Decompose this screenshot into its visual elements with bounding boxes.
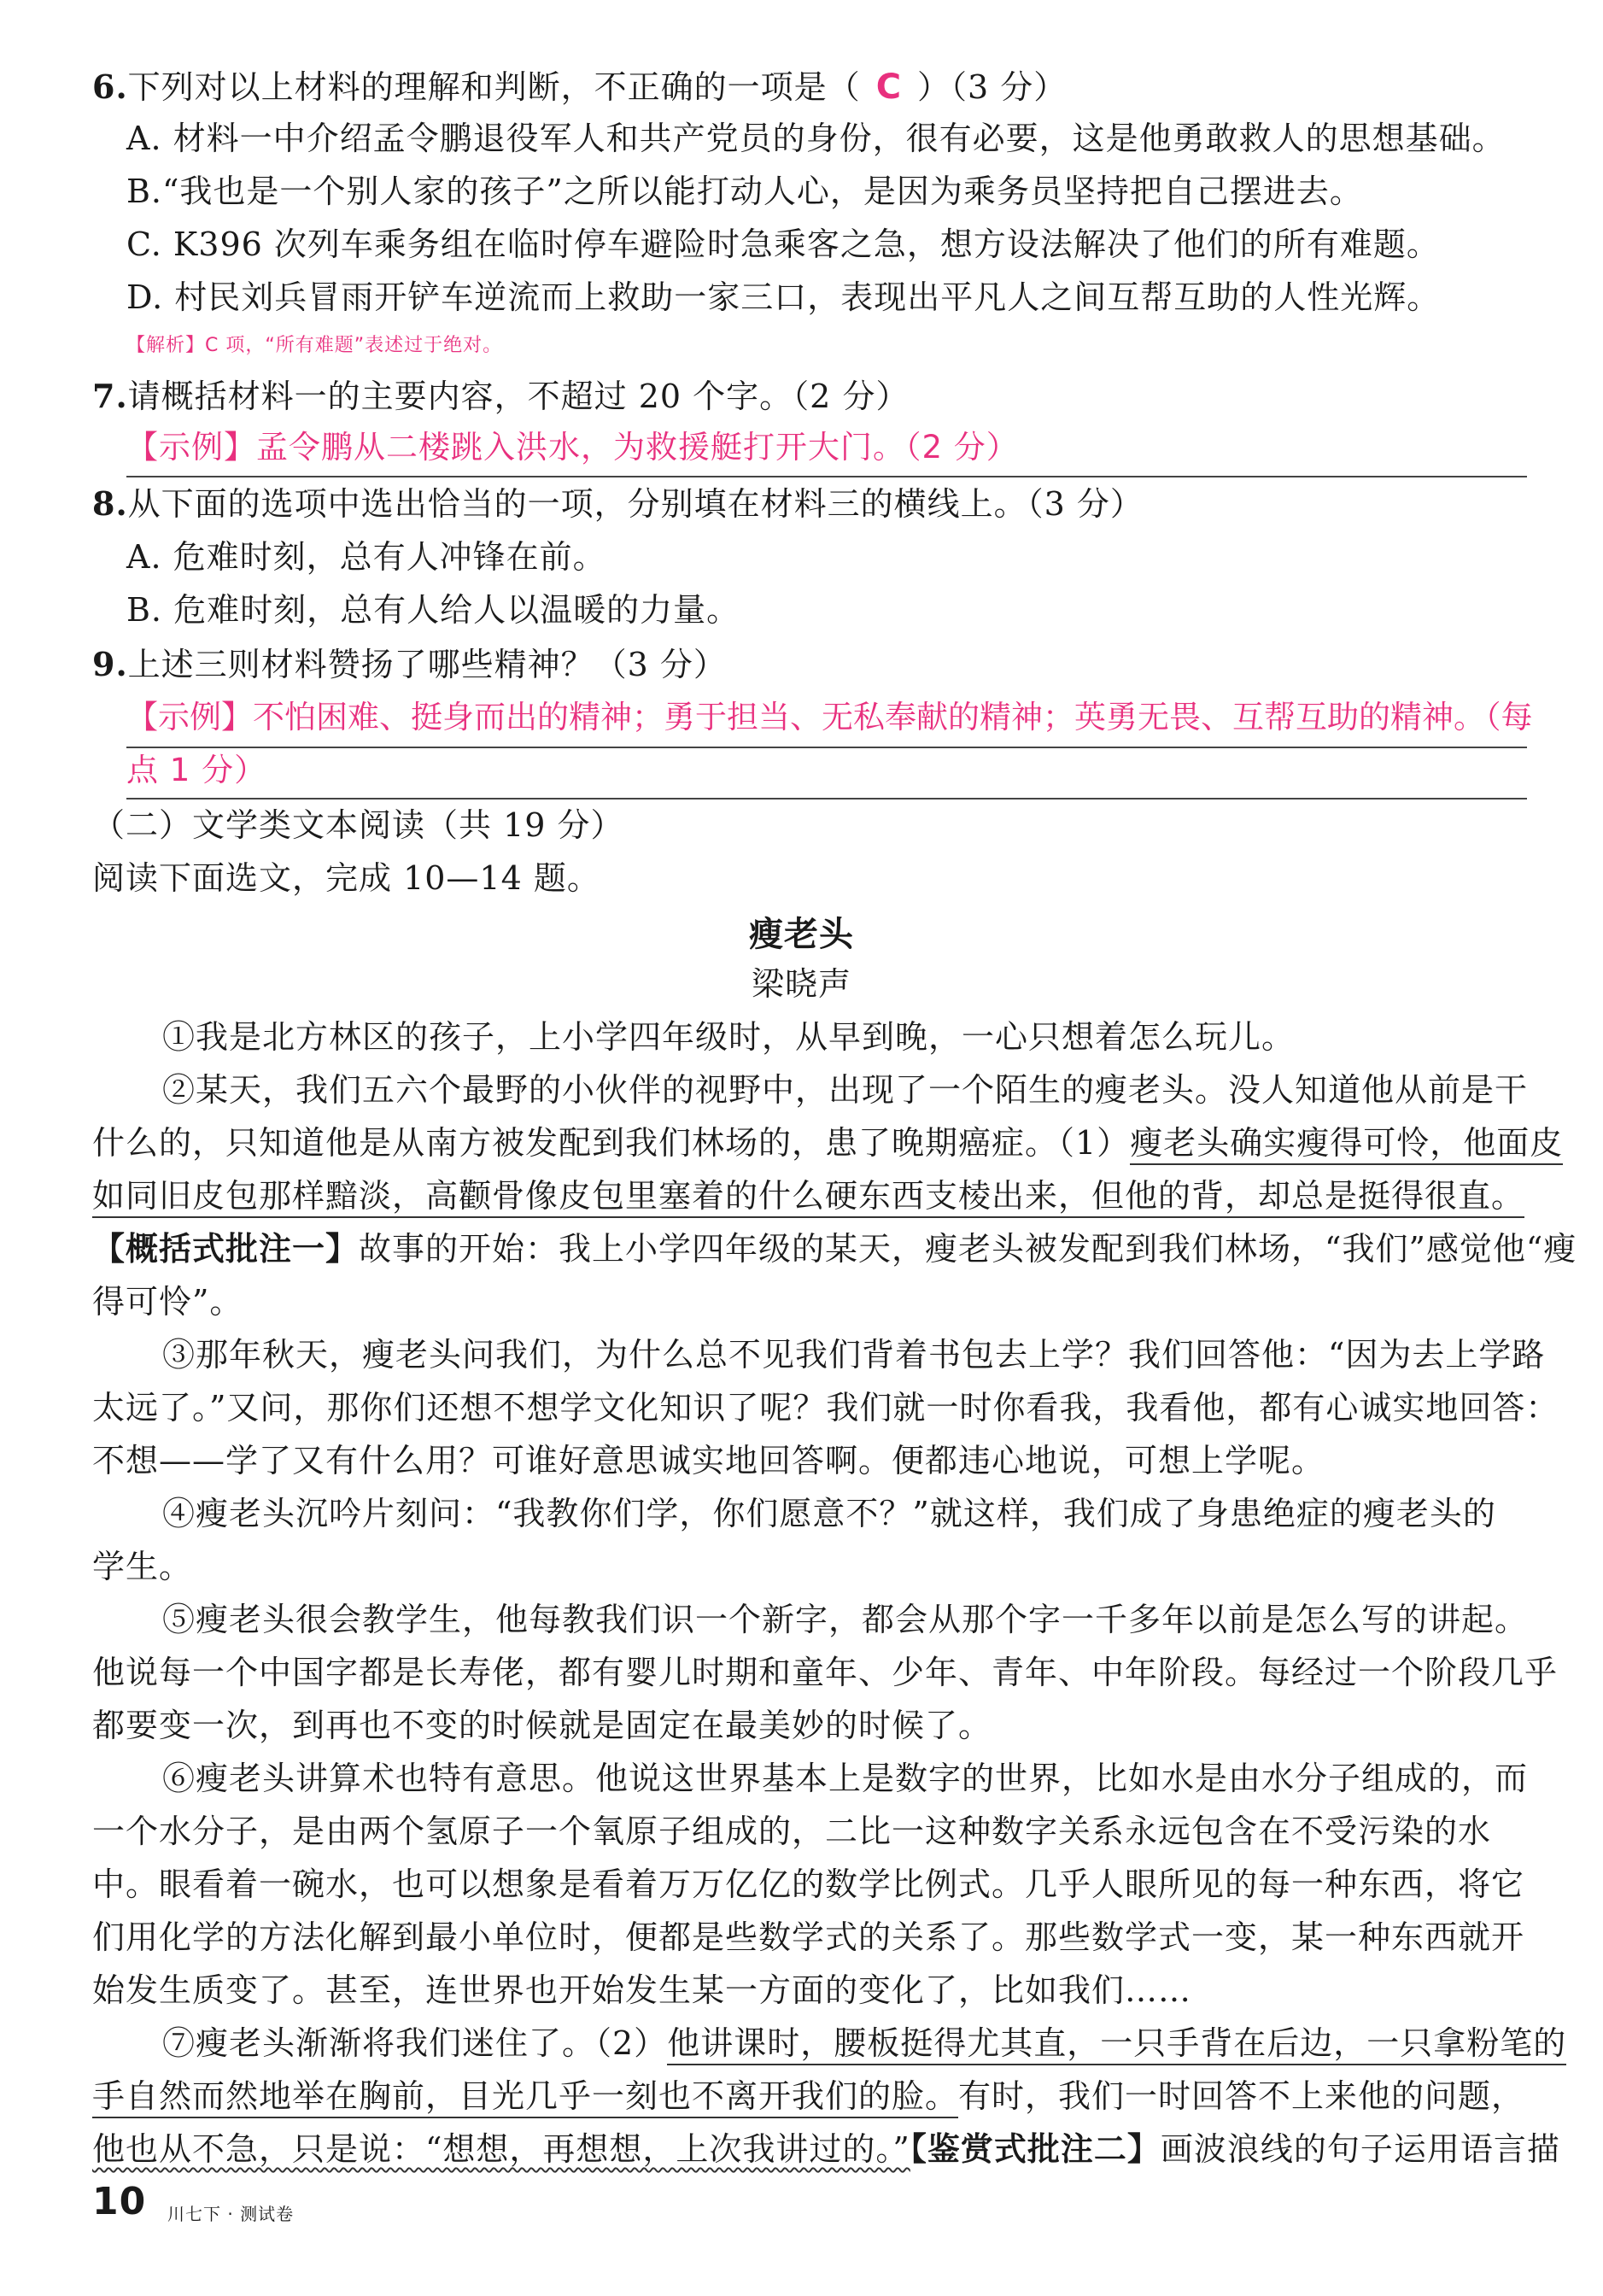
q6-option-a: A. 材料一中介绍孟令鹏退役军人和共产党员的身份，很有必要，这是他勇敢救人的思想基础。 <box>126 120 1506 157</box>
footer-book-label: 川七下 · 测试卷 <box>167 2204 295 2224</box>
paragraph-3-line1: ③那年秋天，瘦老头问我们，为什么总不见我们背着书包去上学？我们回答他：“因为去上学路 <box>162 1336 1546 1374</box>
q6-analysis: 【解析】C 项，“所有难题”表述过于绝对。 <box>126 335 503 356</box>
paragraph-4-line1: ④瘦老头沉吟片刻问：“我教你们学，你们愿意不？”就这样，我们成了身患绝症的瘦老头的 <box>162 1495 1496 1532</box>
annotation-1-label: 【概括式批注一】 <box>92 1230 360 1268</box>
section-instruction: 阅读下面选文，完成 10—14 题。 <box>92 859 600 897</box>
paragraph-5-line1: ⑤瘦老头很会教学生，他每教我们识一个新字，都会从那个字一千多年以前是怎么写的讲起。 <box>162 1601 1529 1638</box>
paragraph-6-line4: 们用化学的方法化解到最小单位时，便都是些数学式的关系了。那些数学式一变，某一种东西就开 <box>92 1918 1525 1956</box>
q8-number: 8. <box>92 484 128 523</box>
q6-answer: C <box>875 67 903 107</box>
paragraph-6-line1: ⑥瘦老头讲算术也特有意思。他说这世界基本上是数字的世界，比如水是由水分子组成的，而 <box>162 1760 1529 1797</box>
paragraph-6-line3: 中。眼看着一碗水，也可以想象是看着万万亿亿的数学比例式。几乎人眼所见的每一种东西，将它 <box>92 1866 1525 1903</box>
q6-stem <box>92 67 1067 108</box>
q6-option-c: C. K396 次列车乘务组在临时停车避险时急乘客之急，想方设法解决了他们的所有难题。 <box>126 226 1440 263</box>
annotation-2-text: 画波浪线的句子运用语言描 <box>1160 2130 1560 2168</box>
paragraph-5-line3: 都要变一次，到再也不变的时候就是固定在最美妙的时候了。 <box>92 1707 992 1744</box>
paragraph-2-line2-plain: 什么的，只知道他是从南方被发配到我们林场的，患了晚期癌症。（1） <box>92 1124 1131 1162</box>
page-number: 10 <box>92 2180 147 2223</box>
paragraph-2-line3 <box>92 1175 1524 1216</box>
paragraph-7-line2-plain: 有时，我们一时回答不上来他的问题， <box>958 2077 1525 2115</box>
paragraph-2-underlined-2: 如同旧皮包那样黯淡，高颧骨像皮包里塞着的什么硬东西支棱出来，但他的背，却总是挺得很直。 <box>92 1177 1524 1218</box>
paragraph-6-line2: 一个水分子，是由两个氢原子一个氧原子组成的，二比一这种数字关系永远包含在不受污染的水 <box>92 1813 1492 1850</box>
paragraph-7-line1-plain: ⑦瘦老头渐渐将我们迷住了。（2） <box>162 2024 668 2062</box>
q9-answer-line2: 点 1 分） <box>126 752 267 788</box>
section-heading: （二）文学类文本阅读（共 19 分） <box>92 806 624 844</box>
q9-number: 9. <box>92 645 128 683</box>
q6-option-b: B.“我也是一个别人家的孩子”之所以能打动人心，是因为乘务员坚持把自己摆进去。 <box>126 173 1363 210</box>
q8-stem-text: 从下面的选项中选出恰当的一项，分别填在材料三的横线上。（3 分） <box>127 485 1144 523</box>
paragraph-7-line3 <box>92 2129 1560 2170</box>
q7-stem-text: 请概括材料一的主要内容，不超过 20 个字。（2 分） <box>127 378 910 415</box>
q8-option-a: A. 危难时刻，总有人冲锋在前。 <box>126 538 606 576</box>
q9-answer-line-2 <box>126 798 1527 800</box>
paragraph-3-line3: 不想——学了又有什么用？可谁好意思诚实地回答啊。便都违心地说，可想上学呢。 <box>92 1442 1325 1479</box>
paragraph-5-line2: 他说每一个中国字都是长寿佬，都有婴儿时期和童年、少年、青年、中年阶段。每经过一个阶段几乎 <box>92 1654 1559 1691</box>
annotation-1-line2: 得可怜”。 <box>92 1283 243 1321</box>
article-author: 梁晓声 <box>751 965 851 1003</box>
q9-answer-line-1 <box>126 747 1527 748</box>
q7-answer-line <box>126 476 1527 477</box>
paragraph-7-underlined-2: 手自然而然地举在胸前，目光几乎一刻也不离开我们的脸。 <box>92 2077 958 2118</box>
annotation-1-line1 <box>92 1228 1577 1269</box>
q6-number: 6. <box>92 67 128 106</box>
q7-answer: 【示例】孟令鹏从二楼跳入洪水，为救援艇打开大门。（2 分） <box>126 429 1019 466</box>
paragraph-2-line1: ②某天，我们五六个最野的小伙伴的视野中，出现了一个陌生的瘦老头。没人知道他从前是干 <box>162 1071 1529 1109</box>
paragraph-7-line1 <box>162 2023 1566 2064</box>
q9-stem-text: 上述三则材料赞扬了哪些精神？（3 分） <box>127 646 727 683</box>
annotation-1-text: 故事的开始：我上小学四年级的某天，瘦老头被发配到我们林场，“我们”感觉他“瘦 <box>359 1230 1577 1268</box>
q7-stem <box>92 376 909 417</box>
paragraph-7-underlined-1: 他讲课时，腰板挺得尤其直，一只手背在后边，一只拿粉笔的 <box>667 2024 1566 2065</box>
q9-stem <box>92 644 727 685</box>
paragraph-6-line5: 始发生质变了。甚至，连世界也开始发生某一方面的变化了，比如我们…… <box>92 1971 1192 2009</box>
paragraph-1: ①我是北方林区的孩子，上小学四年级时，从早到晚，一心只想着怎么玩儿。 <box>162 1018 1296 1056</box>
q9-answer-line1: 【示例】不怕困难、挺身而出的精神；勇于担当、无私奉献的精神；英勇无畏、互帮互助的精神。（每 <box>126 699 1533 735</box>
paragraph-3-line2: 太远了。”又问，那你们还想不想学文化知识了呢？我们就一时你看我，我看他，都有心诚实地回答： <box>92 1389 1559 1426</box>
paragraph-2-line2 <box>92 1122 1563 1163</box>
annotation-2-label: 【鉴赏式批注二】 <box>910 2130 1161 2168</box>
article-title: 瘦老头 <box>749 915 854 954</box>
paragraph-2-underlined-1: 瘦老头确实瘦得可怜，他面皮 <box>1130 1124 1563 1165</box>
q8-stem <box>92 483 1144 524</box>
paragraph-7-wavy-sentence: 他也从不急，只是说：“想想，再想想，上次我讲过的。” <box>92 2130 910 2168</box>
paragraph-4-line2: 学生。 <box>92 1548 193 1585</box>
q8-option-b: B. 危难时刻，总有人给人以温暖的力量。 <box>126 591 740 629</box>
q6-option-d: D. 村民刘兵冒雨开铲车逆流而上救助一家三口，表现出平凡人之间互帮互助的人性光辉。 <box>126 278 1441 316</box>
q6-stem-post: ）（3 分） <box>917 68 1068 106</box>
q6-stem-text: 下列对以上材料的理解和判断，不正确的一项是（ <box>127 68 861 106</box>
q7-number: 7. <box>92 377 128 415</box>
paragraph-7-line2 <box>92 2076 1524 2117</box>
